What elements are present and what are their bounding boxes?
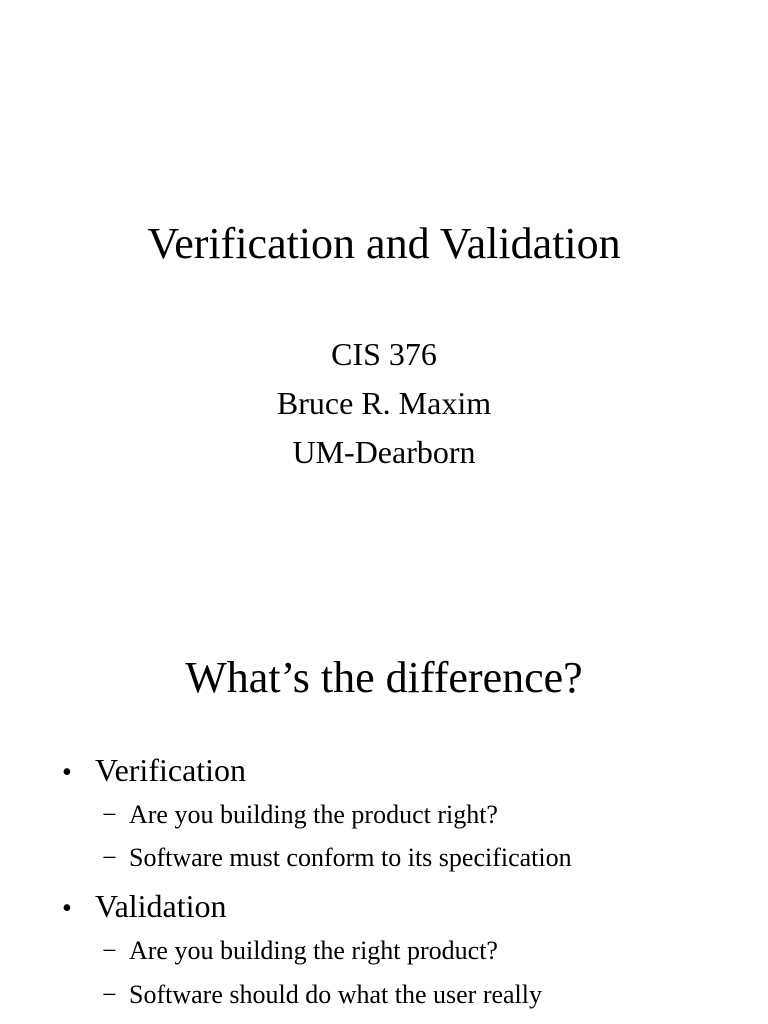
bullet-label: Verification (95, 752, 247, 788)
sub-bullet-text: Are you building the right product? (129, 936, 498, 965)
institution-name: UM-Dearborn (292, 434, 476, 470)
sub-bullet (102, 802, 498, 828)
author-name: Bruce R. Maxim (276, 385, 492, 421)
slide-difference (0, 576, 768, 1024)
bullet-verification (62, 754, 246, 787)
slide-difference-heading: What’s the difference? (185, 653, 583, 702)
dash-marker: − (102, 843, 117, 872)
slide-title-heading: Verification and Validation (147, 219, 621, 268)
bullet-label: Validation (95, 888, 227, 924)
bullet-validation (62, 890, 227, 923)
dash-marker: − (102, 936, 117, 965)
sub-bullet (102, 845, 572, 871)
dash-marker: − (102, 980, 117, 1009)
dash-marker: − (102, 800, 117, 829)
sub-bullet-text: Are you building the product right? (129, 800, 498, 829)
bullet-marker: • (62, 757, 72, 788)
sub-bullet (102, 938, 498, 964)
sub-bullet-text: Software should do what the user really (129, 980, 543, 1009)
bullet-marker: • (62, 893, 72, 924)
course-code: CIS 376 (331, 336, 437, 372)
sub-bullet (102, 982, 542, 1008)
sub-bullet-text: Software must conform to its specification (129, 843, 572, 872)
